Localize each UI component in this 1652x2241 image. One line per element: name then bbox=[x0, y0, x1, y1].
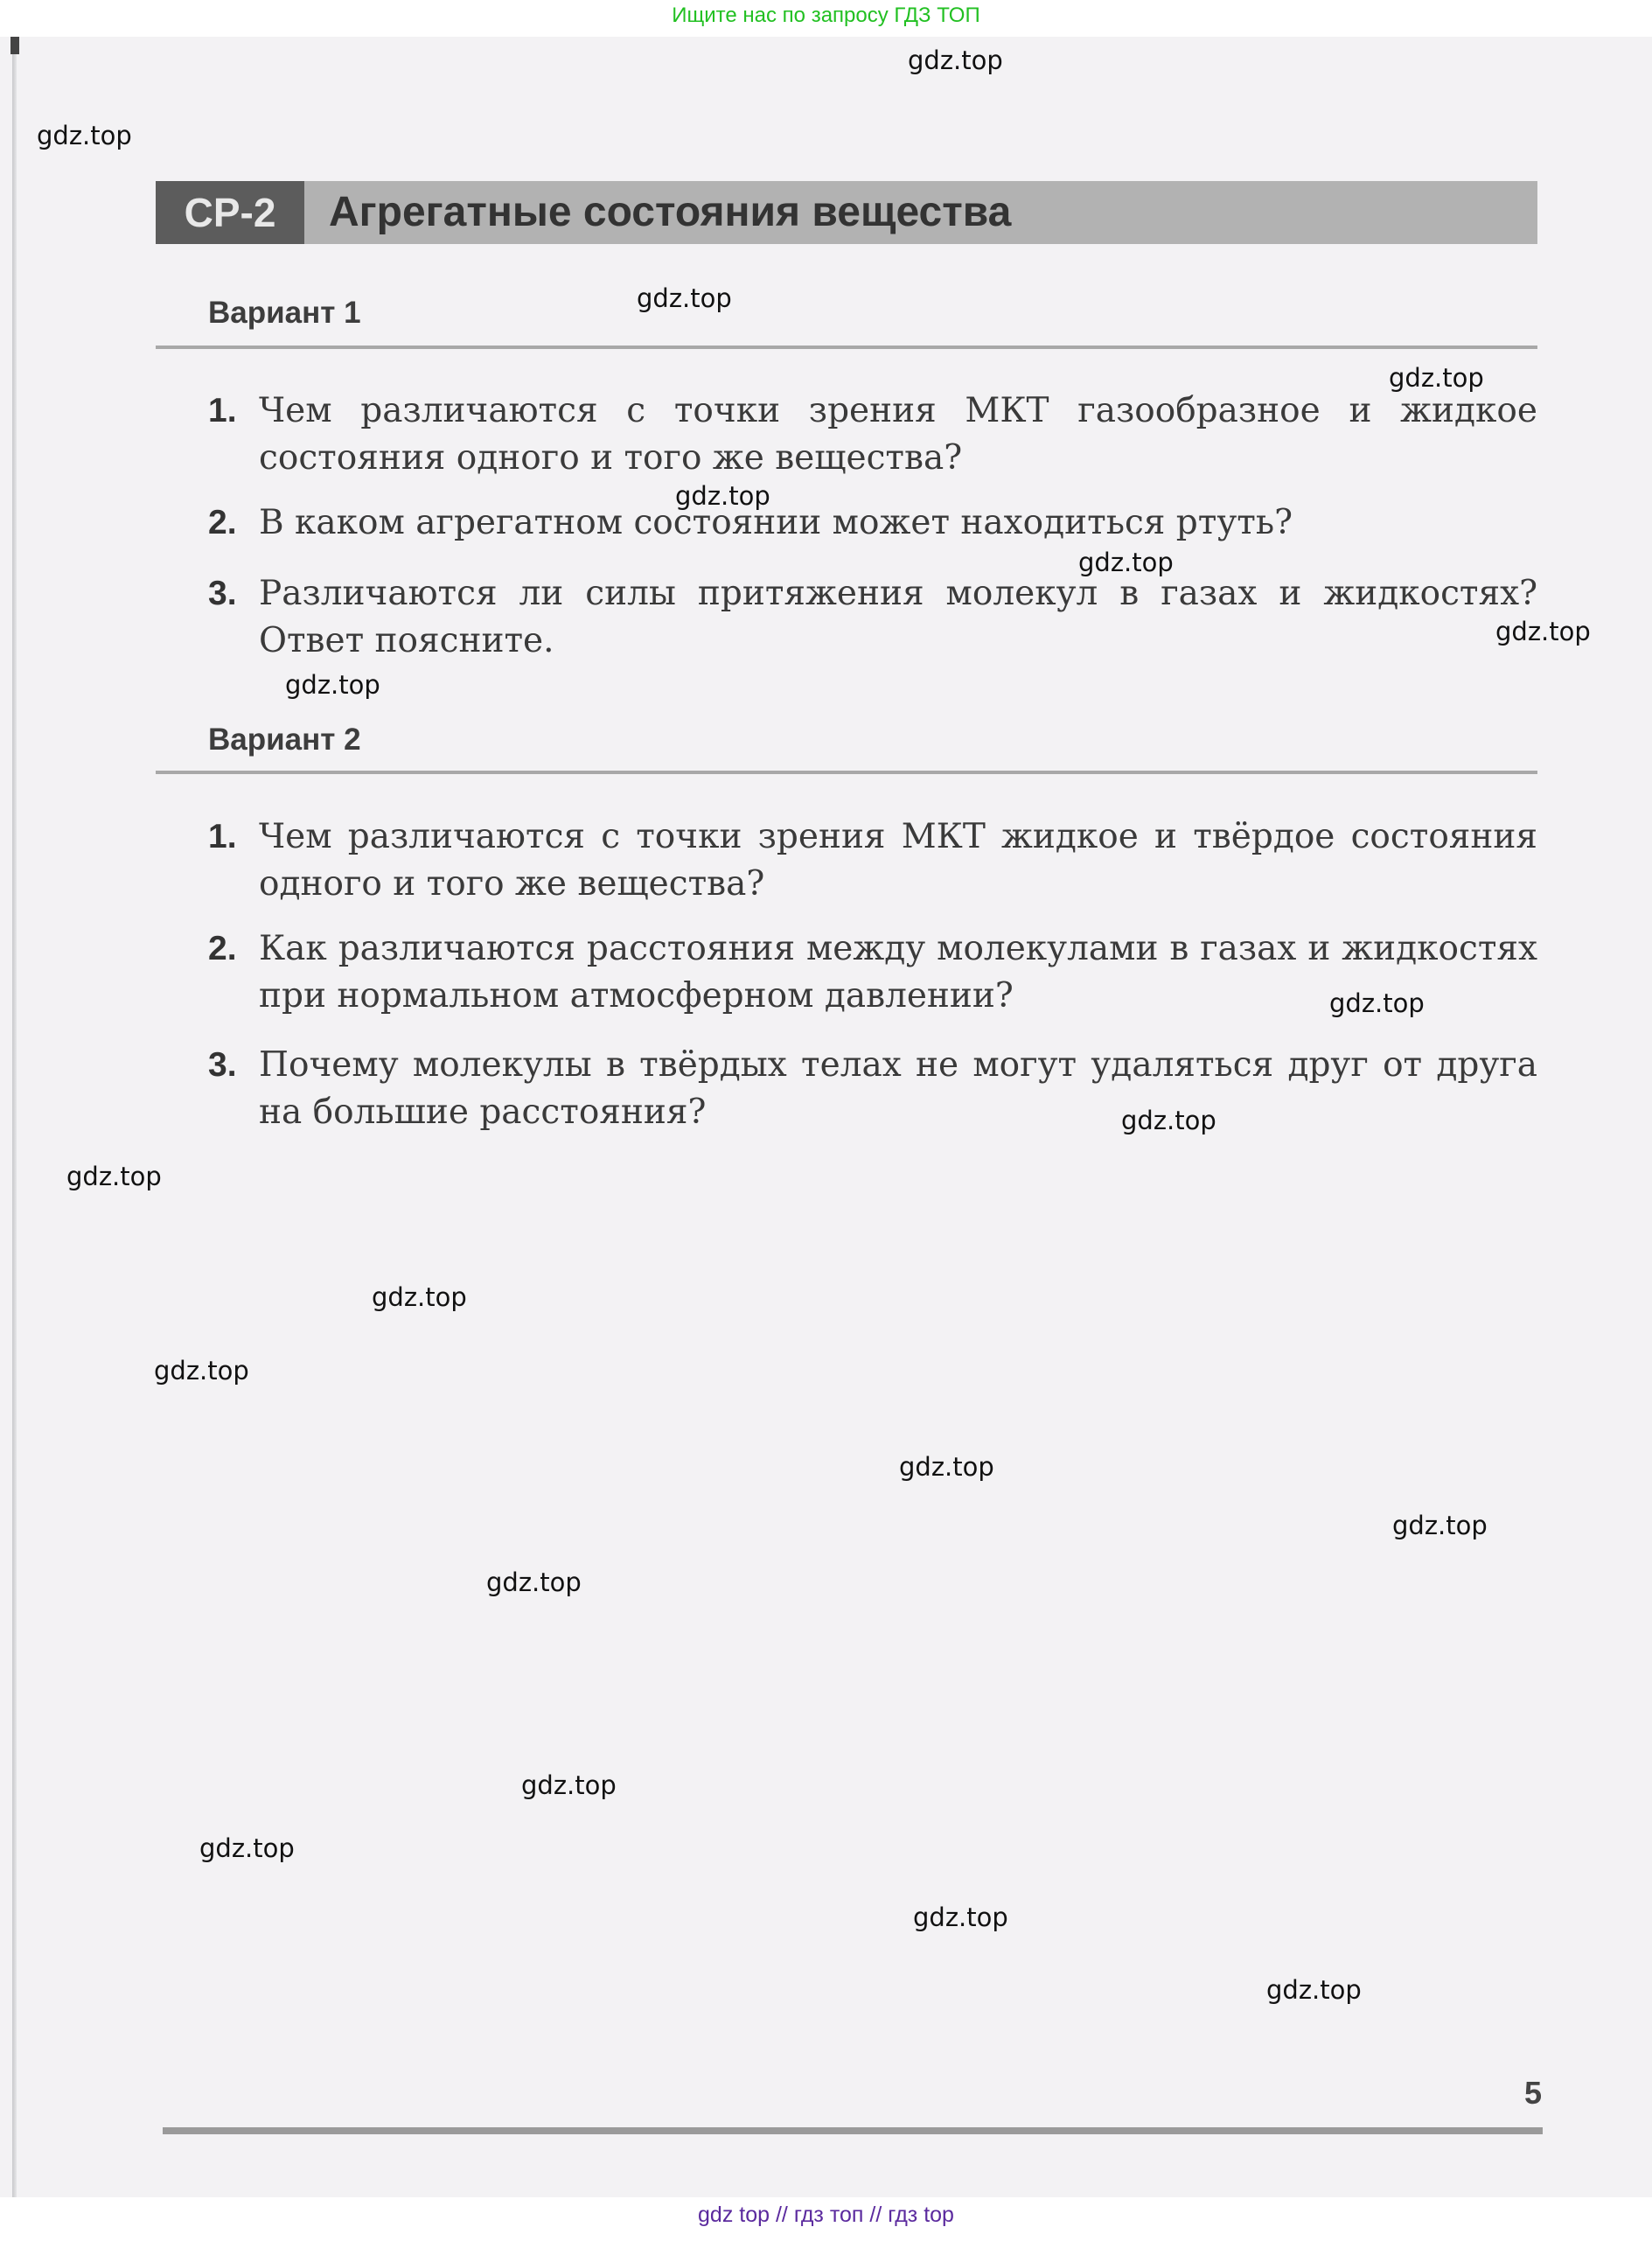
question-text: Почему молекулы в твёрдых телах не могут удаляться друг от друга на большие расстояния? bbox=[259, 1045, 1537, 1132]
variant-2-question-1 bbox=[208, 813, 1537, 908]
watermark: gdz.top bbox=[1329, 988, 1425, 1018]
watermark: gdz.top bbox=[675, 481, 770, 511]
watermark: gdz.top bbox=[1121, 1106, 1216, 1135]
bottom-banner-text[interactable]: gdz top // гдз топ // гдз top bbox=[698, 2203, 954, 2227]
question-text: Чем различаются с точки зрения МКТ газообразное и жидкое состояния одного и того же вещества? bbox=[259, 391, 1537, 478]
watermark: gdz.top bbox=[285, 670, 380, 700]
bottom-banner bbox=[0, 2197, 1652, 2241]
watermark: gdz.top bbox=[899, 1452, 994, 1482]
variant-1-question-3 bbox=[208, 570, 1537, 665]
watermark: gdz.top bbox=[66, 1162, 162, 1191]
question-text: В каком агрегатном состоянии может находиться ртуть? bbox=[259, 503, 1293, 542]
page-edge bbox=[12, 37, 17, 2197]
variant-1-question-2 bbox=[208, 499, 1537, 547]
question-text: Чем различаются с точки зрения МКТ жидкое и твёрдое состояния одного и того же вещества? bbox=[259, 817, 1537, 904]
variant-2-question-3 bbox=[208, 1042, 1537, 1136]
footer-divider bbox=[163, 2127, 1543, 2134]
question-number: 1. bbox=[208, 392, 237, 429]
variant-1-question-1 bbox=[208, 387, 1537, 482]
watermark: gdz.top bbox=[913, 1902, 1008, 1932]
watermark: gdz.top bbox=[1495, 617, 1591, 646]
section-title: Агрегатные состояния вещества bbox=[329, 189, 1012, 235]
question-number: 1. bbox=[208, 818, 237, 855]
watermark: gdz.top bbox=[37, 121, 132, 150]
watermark: gdz.top bbox=[1389, 363, 1484, 393]
watermark: gdz.top bbox=[1078, 548, 1174, 577]
watermark: gdz.top bbox=[372, 1282, 467, 1312]
page-number: 5 bbox=[1524, 2075, 1543, 2111]
section-code: СР-2 bbox=[156, 181, 304, 244]
question-number: 2. bbox=[208, 930, 237, 967]
question-number: 3. bbox=[208, 575, 237, 612]
question-number: 3. bbox=[208, 1046, 237, 1084]
watermark: gdz.top bbox=[154, 1356, 249, 1386]
variant-2-heading: Вариант 2 bbox=[208, 723, 361, 757]
variant-1-heading: Вариант 1 bbox=[208, 296, 361, 330]
top-banner-text[interactable]: Ищите нас по запросу ГДЗ ТОП bbox=[672, 3, 980, 27]
watermark: gdz.top bbox=[908, 45, 1003, 75]
watermark: gdz.top bbox=[521, 1770, 617, 1800]
watermark: gdz.top bbox=[637, 283, 732, 313]
watermark: gdz.top bbox=[1266, 1975, 1362, 2005]
question-number: 2. bbox=[208, 504, 237, 541]
question-text: Как различаются расстояния между молекулами в газах и жидкостях при нормальном атмосферном давлении? bbox=[259, 929, 1537, 1016]
top-banner bbox=[0, 0, 1652, 37]
watermark: gdz.top bbox=[1392, 1511, 1488, 1540]
variant-1-divider bbox=[156, 346, 1537, 349]
section-title-bar bbox=[156, 181, 1537, 244]
watermark: gdz.top bbox=[199, 1833, 295, 1863]
page-edge-shadow bbox=[10, 37, 19, 54]
variant-2-divider bbox=[156, 771, 1537, 774]
question-text: Различаются ли силы притяжения молекул в газах и жидкостях? Ответ поясните. bbox=[259, 574, 1537, 660]
watermark: gdz.top bbox=[486, 1567, 582, 1597]
